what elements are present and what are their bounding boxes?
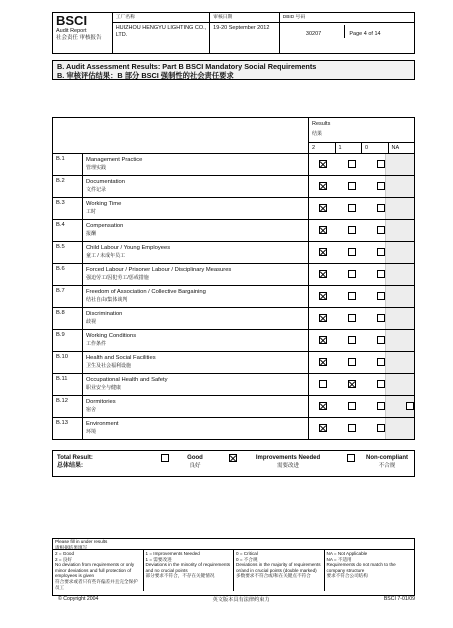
- row-label: Documentation: [86, 179, 125, 185]
- na-column-shade: [385, 154, 414, 175]
- row-number: B.8: [53, 308, 83, 329]
- result-row: [53, 176, 414, 198]
- legend-header: [53, 539, 414, 550]
- total-improvements-option: [243, 454, 333, 470]
- result-row: [53, 308, 414, 330]
- legend-improvements: 1 = Improvements Needed 1 = 需要改进 Deviations in the minority of requirements and no crucial points 部分要求不符合，不存在关键情况: [144, 550, 235, 591]
- score-1-checkbox[interactable]: [348, 336, 356, 344]
- score-0-checkbox[interactable]: [377, 226, 385, 234]
- footer-note: 英文版本具有法律约束力: [212, 597, 270, 603]
- row-label-zh: 职业安全与健康: [86, 385, 122, 391]
- score-0-checkbox[interactable]: [377, 160, 385, 168]
- score-1-checkbox[interactable]: [348, 380, 356, 388]
- row-label-zh: 卫生及社会福利设施: [86, 363, 132, 369]
- score-0-checkbox[interactable]: [377, 424, 385, 432]
- row-number: B.10: [53, 352, 83, 373]
- result-row: [53, 374, 414, 396]
- score-0-checkbox[interactable]: [377, 204, 385, 212]
- result-row: [53, 264, 414, 286]
- score-2-checkbox[interactable]: [319, 358, 327, 366]
- row-label-cell: [83, 308, 309, 329]
- na-column-shade: [385, 352, 414, 373]
- result-row: [53, 352, 414, 374]
- row-label-cell: [83, 176, 309, 197]
- score-2-checkbox[interactable]: [319, 248, 327, 256]
- result-row: [53, 154, 414, 176]
- row-number: B.12: [53, 396, 83, 417]
- score-2-checkbox[interactable]: [319, 182, 327, 190]
- row-label-cell: [83, 286, 309, 307]
- row-label: Child Labour / Young Employees: [86, 245, 171, 251]
- legend-critical: 0 = Critical 0 = 不合规 Deviations in the majority of requirements or/and in crucial points (double marked) 多数要求不符合或/和在关键点不符合: [234, 550, 325, 591]
- row-results: [309, 198, 414, 219]
- score-2-checkbox[interactable]: [319, 424, 327, 432]
- score-2-checkbox[interactable]: [319, 314, 327, 322]
- row-label-cell: [83, 198, 309, 219]
- score-1-checkbox[interactable]: [348, 248, 356, 256]
- score-1-checkbox[interactable]: [348, 160, 356, 168]
- score-2-checkbox[interactable]: [319, 270, 327, 278]
- section-title-zh: B. 审核评估结果：B 部分 BSCI 强制性的社会责任要求: [57, 71, 234, 80]
- report-title-zh: 社会责任 审核报告: [56, 35, 102, 41]
- row-label-cell: [83, 374, 309, 395]
- score-1-checkbox[interactable]: [348, 182, 356, 190]
- bsci-logo-block: [53, 13, 113, 53]
- legend-header-en: Please fill in under results: [55, 539, 108, 544]
- row-results: [309, 330, 414, 351]
- dbid-cell: [280, 13, 414, 53]
- factory-caption: 工厂名称: [113, 13, 209, 23]
- section-title: [52, 60, 415, 80]
- score-1-checkbox[interactable]: [348, 424, 356, 432]
- report-header: [52, 12, 415, 54]
- row-results: [309, 154, 414, 175]
- results-header-spacer: [53, 118, 309, 153]
- score-0-checkbox[interactable]: [377, 248, 385, 256]
- legend-grid: [53, 550, 414, 591]
- row-number: B.3: [53, 198, 83, 219]
- na-column-shade: [385, 176, 414, 197]
- row-label: Discrimination: [86, 311, 123, 317]
- na-column-shade: [385, 198, 414, 219]
- na-column-shade: [385, 374, 414, 395]
- results-col-2: 2: [309, 143, 336, 154]
- date-caption: 审核日期: [210, 13, 279, 23]
- row-label-zh: 宿舍: [86, 407, 97, 413]
- na-column-shade: [385, 220, 414, 241]
- score-0-checkbox[interactable]: [377, 270, 385, 278]
- score-2-checkbox[interactable]: [319, 402, 327, 410]
- row-label: Working Conditions: [86, 333, 137, 339]
- legend-good: 2 = Good 2 = 良好 No deviation from requirements or only minor deviations and full protection of employees is given 符合要求或者只有些许偏差并且完全保护员工: [53, 550, 144, 591]
- dbid-values: [280, 23, 414, 40]
- results-col-1: 1: [336, 143, 363, 154]
- row-label-zh: 文件记录: [86, 187, 107, 193]
- score-0-checkbox[interactable]: [377, 314, 385, 322]
- total-result-label-block: [57, 454, 93, 470]
- factory-name-cell: [113, 13, 210, 53]
- score-1-checkbox[interactable]: [348, 204, 356, 212]
- result-row: [53, 220, 414, 242]
- row-results: [309, 308, 414, 329]
- total-good-label-zh: 良好: [189, 463, 201, 469]
- row-label-zh: 工作条件: [86, 341, 107, 347]
- row-label-cell: [83, 352, 309, 373]
- row-number: B.6: [53, 264, 83, 285]
- row-label-cell: [83, 418, 309, 439]
- row-number: B.2: [53, 176, 83, 197]
- score-0-checkbox[interactable]: [377, 402, 385, 410]
- page-number: Page 4 of 14: [349, 31, 381, 37]
- page-footer: [58, 596, 415, 603]
- na-column-shade: [385, 242, 414, 263]
- results-col-0: 0: [362, 143, 389, 154]
- score-1-checkbox[interactable]: [348, 292, 356, 300]
- total-good-checkbox[interactable]: [161, 454, 169, 462]
- dbid-caption: DBID 号码: [280, 13, 414, 23]
- row-label-cell: [83, 396, 309, 417]
- result-row: [53, 330, 414, 352]
- row-results: [309, 242, 414, 263]
- row-label-cell: [83, 154, 309, 175]
- row-label: Management Practice: [86, 157, 143, 163]
- row-results: [309, 352, 414, 373]
- row-label-zh: 强迫劳工/囚犯劳工/惩戒措施: [86, 275, 149, 281]
- row-label: Compensation: [86, 223, 124, 229]
- report-title: Audit Report: [56, 28, 87, 34]
- score-0-checkbox[interactable]: [377, 182, 385, 190]
- row-label-zh: 童工 / 未成年员工: [86, 253, 126, 259]
- result-row: [53, 198, 414, 220]
- row-label-zh: 管理实践: [86, 165, 107, 171]
- row-results: [309, 220, 414, 241]
- na-column-shade: [385, 264, 414, 285]
- result-row: [53, 242, 414, 264]
- legend-na: NA = Not Applicable NA = 不适用 Requirements do not match to the company structure 要求不符合公司结构: [326, 551, 396, 579]
- score-2-checkbox[interactable]: [319, 226, 327, 234]
- row-label-zh: 工时: [86, 209, 97, 215]
- row-label-zh: 报酬: [86, 231, 97, 237]
- results-table: [52, 153, 415, 440]
- score-2-checkbox[interactable]: [319, 380, 327, 388]
- row-label-zh: 歧视: [86, 319, 97, 325]
- row-results: [309, 396, 414, 417]
- factory-name: HUIZHOU HENGYU LIGHTING CO., LTD.: [115, 25, 207, 38]
- row-label: Working Time: [86, 201, 122, 207]
- total-good-label: Good: [187, 455, 203, 461]
- row-label: Health and Social Facilities: [86, 355, 156, 361]
- results-header-labels: [309, 118, 414, 153]
- total-result: [52, 450, 415, 477]
- result-row: [53, 418, 414, 440]
- dbid-number: 30207: [283, 25, 346, 38]
- score-2-checkbox[interactable]: [319, 336, 327, 344]
- row-number: B.13: [53, 418, 83, 439]
- result-row: [53, 286, 414, 308]
- row-number: B.9: [53, 330, 83, 351]
- total-improvements-label-zh: 需要改进: [276, 463, 299, 469]
- na-column-shade: [385, 286, 414, 307]
- result-row: [53, 396, 414, 418]
- score-2-checkbox[interactable]: [319, 160, 327, 168]
- results-col-na: NA: [391, 145, 400, 151]
- row-label: Occupational Health and Safety: [86, 377, 168, 383]
- row-label: Freedom of Association / Collective Bargaining: [86, 289, 206, 295]
- row-label: Forced Labour / Prisoner Labour / Disciplinary Measures: [86, 267, 232, 273]
- na-checkbox[interactable]: [406, 402, 414, 410]
- row-results: [309, 418, 414, 439]
- row-number: B.7: [53, 286, 83, 307]
- legend-box: [52, 538, 415, 596]
- score-1-checkbox[interactable]: [348, 314, 356, 322]
- audit-date-cell: [210, 13, 280, 53]
- section-title-en: B. Audit Assessment Results: Part B BSCI Mandatory Social Requirements: [57, 62, 317, 71]
- row-label-cell: [83, 330, 309, 351]
- row-label-zh: 环境: [86, 429, 97, 435]
- na-column-shade: [385, 418, 414, 439]
- na-column-shade: [385, 330, 414, 351]
- row-label-cell: [83, 264, 309, 285]
- total-noncompliant-label-zh: 不合规: [378, 463, 396, 469]
- row-label: Environment: [86, 421, 119, 427]
- score-1-checkbox[interactable]: [348, 226, 356, 234]
- results-header: [52, 117, 415, 153]
- score-1-checkbox[interactable]: [348, 402, 356, 410]
- score-0-checkbox[interactable]: [377, 336, 385, 344]
- score-2-checkbox[interactable]: [319, 292, 327, 300]
- score-1-checkbox[interactable]: [348, 358, 356, 366]
- score-0-checkbox[interactable]: [377, 292, 385, 300]
- bsci-logo: BSCI: [56, 13, 88, 28]
- row-label: Dormitories: [86, 399, 116, 405]
- score-0-checkbox[interactable]: [377, 358, 385, 366]
- total-result-label-zh: 总体结果:: [57, 463, 83, 469]
- footer-copyright: © Copyright 2004: [58, 596, 99, 602]
- row-number: B.11: [53, 374, 83, 395]
- row-results: [309, 176, 414, 197]
- row-results: [309, 286, 414, 307]
- row-number: B.1: [53, 154, 83, 175]
- row-number: B.5: [53, 242, 83, 263]
- total-noncompliant-option: [359, 454, 415, 470]
- score-0-checkbox[interactable]: [377, 380, 385, 388]
- total-good-option: [175, 454, 215, 470]
- legend-header-zh: 请根据结果填写: [55, 544, 88, 550]
- results-label-zh: 结果: [312, 131, 323, 137]
- na-column-shade: [385, 308, 414, 329]
- results-label: Results: [312, 121, 331, 127]
- row-label-cell: [83, 242, 309, 263]
- row-label-zh: 结社自由/集体谈判: [86, 297, 128, 303]
- total-noncompliant-label: Non-compliant: [366, 455, 408, 461]
- score-1-checkbox[interactable]: [348, 270, 356, 278]
- row-results: [309, 374, 414, 395]
- score-2-checkbox[interactable]: [319, 204, 327, 212]
- row-label-cell: [83, 220, 309, 241]
- row-results: [309, 264, 414, 285]
- total-improvements-label: Improvements Needed: [255, 455, 321, 461]
- total-noncompliant-checkbox[interactable]: [347, 454, 355, 462]
- total-improvements-checkbox[interactable]: [229, 454, 237, 462]
- row-number: B.4: [53, 220, 83, 241]
- footer-code: BSCI 7-01/09: [383, 596, 415, 602]
- audit-date: 19-20 September 2012: [213, 25, 270, 31]
- total-result-label: Total Result:: [57, 455, 93, 461]
